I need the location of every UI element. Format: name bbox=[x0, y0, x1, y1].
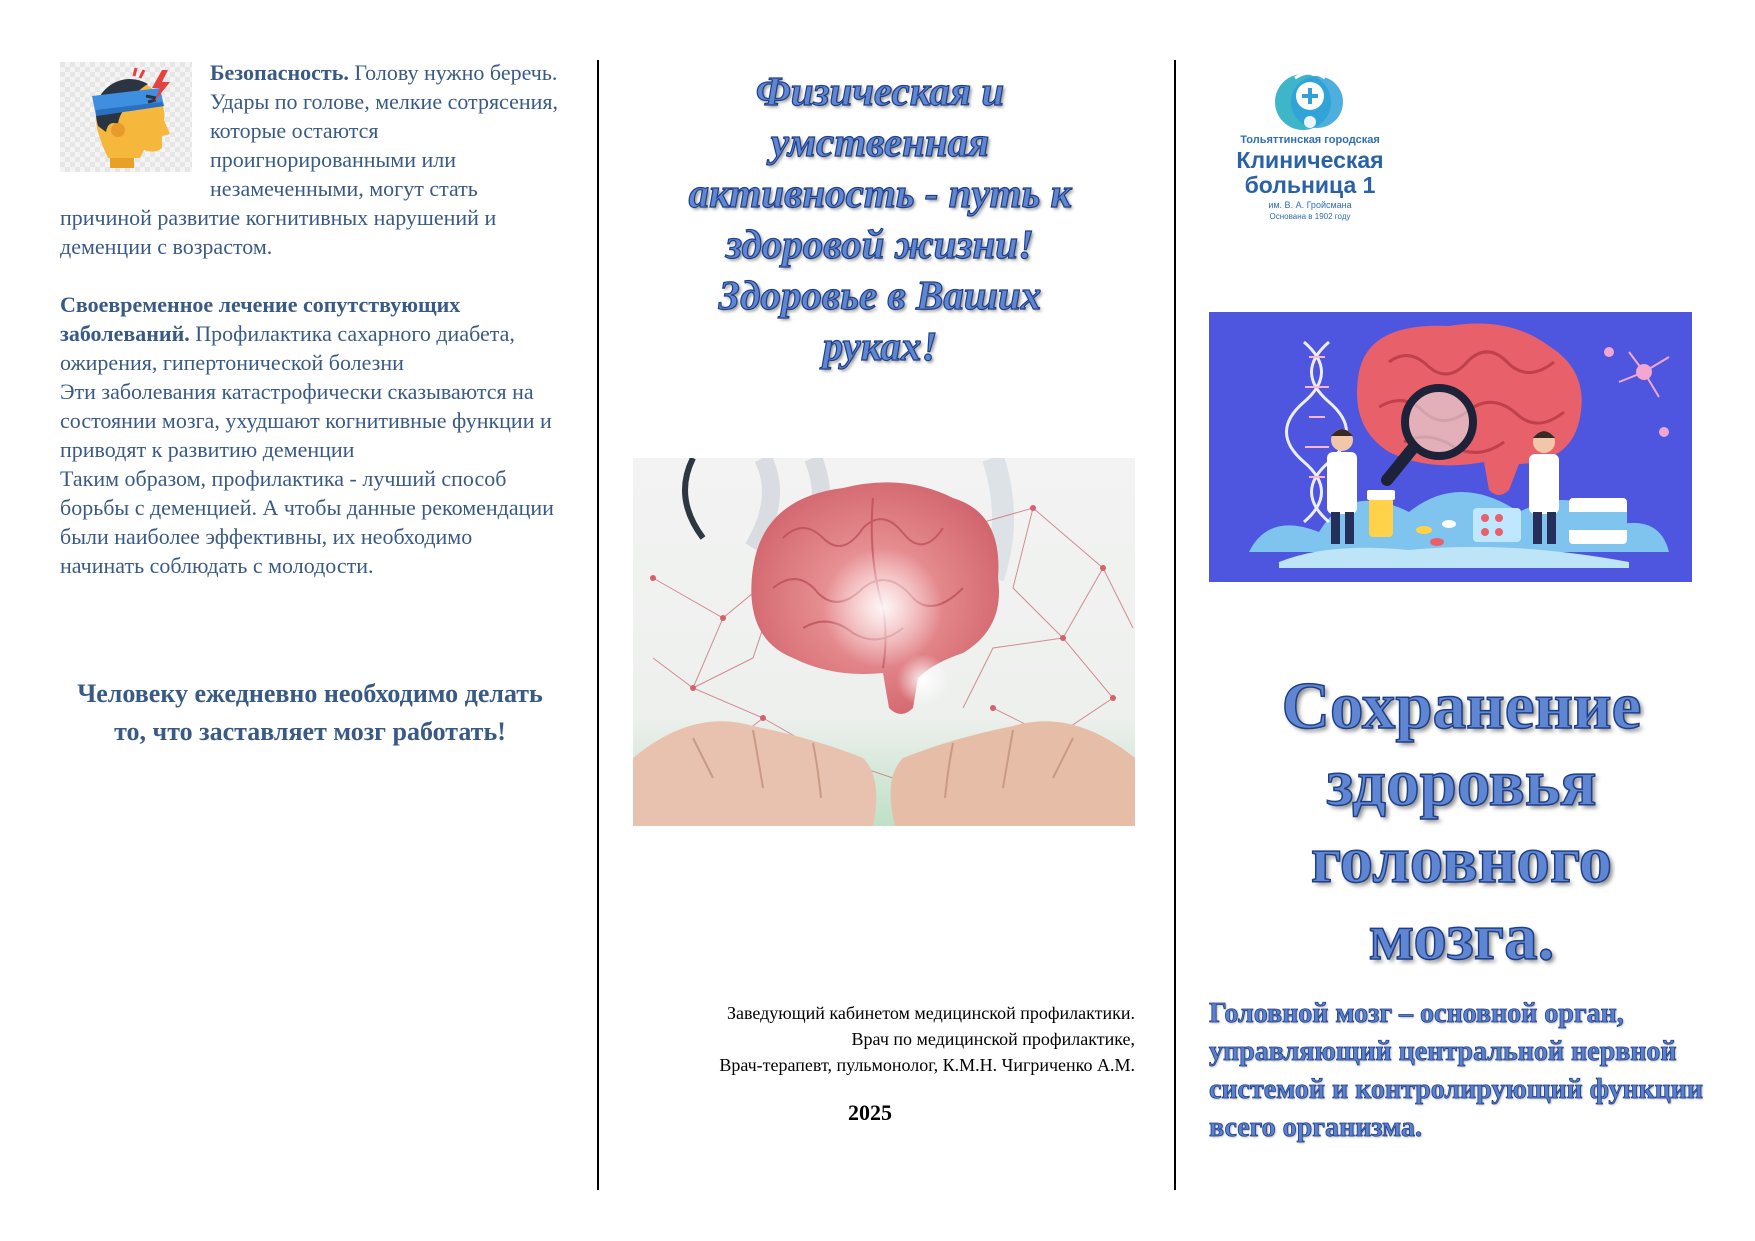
logo-city-line: Тольяттинская городская bbox=[1240, 134, 1380, 146]
logo-founded-line: Основана в 1902 году bbox=[1269, 212, 1351, 221]
activity-title-line: Физическая и bbox=[755, 68, 1005, 114]
logo-name-line: Клиническая bbox=[1236, 147, 1384, 173]
activity-title-line: руках! bbox=[822, 323, 938, 369]
treatment-heading: Своевременное лечение сопутствующих заболеваний. bbox=[60, 292, 461, 346]
safety-text: Голову нужно беречь. Удары по голове, мелкие сотрясения, которые остаются проигнорированными или незамеченными, могут стать причиной развитие когнитивных нарушений и деменции с возрастом. bbox=[60, 60, 559, 259]
hospital-logo bbox=[1215, 68, 1405, 228]
brain-description: Головной мозг – основной орган, управляющий центральной нервной системой и контролирующий функции всего организма. bbox=[1209, 998, 1704, 1143]
main-title-line: мозга. bbox=[1368, 900, 1555, 974]
publication-year: 2025 bbox=[848, 1100, 892, 1125]
main-title-line: головного bbox=[1310, 823, 1613, 897]
hospital-logo-icon bbox=[1215, 68, 1405, 134]
main-title-line: Сохранение bbox=[1281, 669, 1642, 743]
column-divider-left bbox=[597, 60, 599, 1190]
prevention-conclusion-text: Таким образом, профилактика - лучший способ борьбы с деменцией. А чтобы данные рекомендации были наиболее эффективны, их необходимо начинать соблюдать с молодости. bbox=[60, 466, 554, 578]
main-title-line: здоровья bbox=[1326, 746, 1597, 820]
activity-title-line: активность - путь к bbox=[688, 170, 1072, 216]
brain-work-motto: Человеку ежедневно необходимо делать то, что заставляет мозг работать! bbox=[77, 679, 543, 746]
logo-dedication-line: им. В. А. Гройсмана bbox=[1268, 200, 1352, 210]
activity-title-line: здоровой жизни! bbox=[726, 221, 1034, 267]
head-injury-icon bbox=[60, 62, 192, 172]
safety-heading: Безопасность. bbox=[210, 60, 349, 85]
activity-title bbox=[620, 66, 1140, 372]
diseases-effect-text: Эти заболевания катастрофически сказываются на состоянии мозга, ухудшают когнитивные функции и приводят к развитию деменции bbox=[60, 379, 552, 462]
author-credit-line: Заведующий кабинетом медицинской профилактики. bbox=[726, 1003, 1135, 1023]
activity-title-line: Здоровье в Ваших bbox=[718, 272, 1042, 318]
brain-research-illustration bbox=[1209, 312, 1692, 582]
brain-in-hands-image bbox=[633, 458, 1135, 826]
column-divider-right bbox=[1174, 60, 1176, 1190]
left-column bbox=[60, 58, 560, 580]
author-credit-line: Врач-терапевт, пульмонолог, К.М.Н. Чигриченко А.М. bbox=[719, 1055, 1135, 1075]
treatment-text: Профилактика сахарного диабета, ожирения, гипертонической болезни bbox=[60, 321, 515, 375]
main-title bbox=[1209, 668, 1714, 976]
activity-title-line: умственная bbox=[770, 119, 990, 165]
author-credits bbox=[620, 1000, 1135, 1078]
logo-name-line: больница 1 bbox=[1244, 172, 1376, 198]
author-credit-line: Врач по медицинской профилактике, bbox=[851, 1029, 1135, 1049]
